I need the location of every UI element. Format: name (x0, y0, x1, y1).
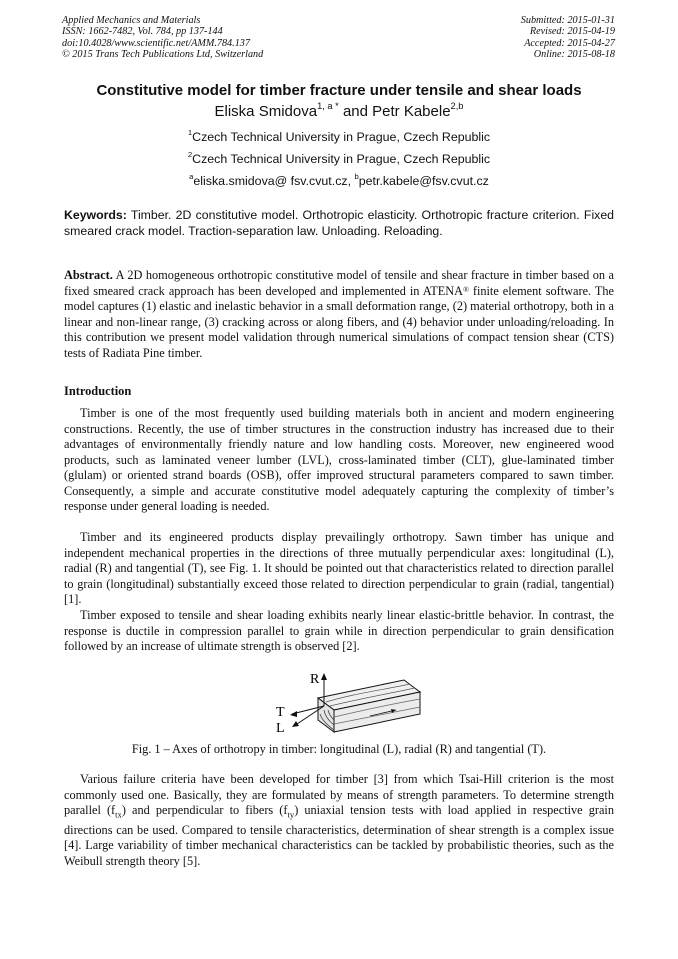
p4-sub-ty: ty (287, 809, 295, 820)
p4-sub-tx: tx (115, 809, 122, 820)
revised-date: Revised: 2015-04-19 (529, 26, 615, 38)
timber-block-diagram (272, 670, 422, 736)
keywords-label: Keywords: (64, 208, 127, 222)
author-conjunction: and (338, 103, 373, 120)
intro-paragraph-2: Timber and its engineered products display prevailingly orthotropy. Sawn timber has unique and independent mechanical properties in the directions of three mutually perpendicular axes: longitudinal (L), radial (R) and tangential (T), see Fig. 1. It should be pointed out that characteristics related to direction parallel to grain (longitudinal) substantially exceed those related to direction perpendicular to grain (radial, tangential) [1]. (64, 530, 614, 606)
section-heading-introduction: Introduction (64, 384, 132, 398)
figure-1-caption: Fig. 1 – Axes of orthotropy in timber: longitudinal (L), radial (R) and tangential (T). (131, 742, 547, 756)
abstract-text-1: A 2D homogeneous orthotropic constitutive model of tensile and shear fracture in timber based on a fixed smeared crack approach has been developed and implemented in ATENA (64, 268, 614, 298)
accepted-date: Accepted: 2015-04-27 (524, 37, 615, 49)
p4-text-a: Various failure criteria have been developed for timber [3] from which Tsai-Hill criterion is the most commonly used one. Basically, they are formulated by means of strength parameters. To determine strength parallel (f (64, 772, 614, 817)
author-line (0, 103, 678, 120)
journal-name: Applied Mechanics and Materials (62, 15, 201, 26)
registered-mark: ® (463, 284, 469, 294)
affiliation-2 (0, 152, 678, 166)
keywords-text: Timber. 2D constitutive model. Orthotropic elasticity. Orthotropic fracture criterion. Fixed smeared crack model. Traction-separation law. Unloading. Reloading. (64, 208, 614, 238)
axis-l-head (292, 721, 299, 727)
copyright-line: © 2015 Trans Tech Publications Ltd, Switzerland (62, 49, 264, 61)
abstract-label: Abstract. (64, 268, 113, 282)
intro-paragraph-3: Timber exposed to tensile and shear loading exhibits nearly linear elastic-brittle behavior. In contrast, the response is ductile in compression parallel to grain while in direction perpendicular to grain densification followed by an increase of ultimate strength is observed [2]. (64, 608, 614, 653)
affiliation-1 (0, 130, 678, 144)
journal-header-right (521, 15, 615, 61)
intro-paragraph-4 (64, 772, 614, 869)
email-b-sup: b (354, 172, 359, 181)
email-a: eliska.smidova@ fsv.cvut.cz, (193, 174, 355, 188)
keywords (64, 207, 614, 239)
email-a-sup: a (189, 172, 194, 181)
doi-line: doi:10.4028/www.scientific.net/AMM.784.137 (62, 37, 250, 49)
axis-r-head (321, 673, 327, 680)
author-1-sup: 1, a * (317, 101, 339, 111)
affiliation-2-sup: 2 (187, 150, 193, 159)
axis-label-t: T (276, 705, 285, 720)
paper-title: Constitutive model for timber fracture under tensile and shear loads (96, 82, 582, 99)
affiliation-2-text: Czech Technical University in Prague, Czech Republic (192, 152, 491, 166)
journal-header-left (62, 15, 263, 61)
axis-t-head (290, 711, 297, 717)
p4-text-b: ) and perpendicular to fibers (f (121, 803, 288, 817)
axis-label-l: L (276, 721, 285, 736)
intro-paragraph-1: Timber is one of the most frequently used building materials both in ancient and modern engineering constructions. Recently, the use of timber structures in the construction industry has increased due to their advantages of environmentally friendly nature and low handling costs. Moreover, new engineered wood products, such as laminated veneer lumber (LVL), cross-laminated timber (CLT), glue-laminated timber (glulam) or oriented strand boards (OSB), offer improved structural parameters compared to sawn timber. Consequently, a simple and accurate constitutive model adequately capturing the complexity of timber’s response under general loading is needed. (64, 406, 614, 513)
author-2: Petr Kabele (372, 103, 451, 120)
author-1: Eliska Smidova (214, 103, 318, 120)
affiliation-1-text: Czech Technical University in Prague, Czech Republic (192, 130, 491, 144)
online-date: Online: 2015-08-18 (533, 49, 615, 61)
abstract-text-2: finite element software. The model captures (1) elastic and inelastic behavior in a small deformation range, (2) material orthotropy, both in a linear and non-linear range, (3) cracking across or along fibers, and (4) behavior under unloading/reloading. In this contribution we present model validation through numerical simulations of compact tension shear (CTS) tests of Radiata Pine timber. (64, 283, 614, 360)
issn-line: ISSN: 1662-7482, Vol. 784, pp 137-144 (62, 26, 223, 38)
email-b: petr.kabele@fsv.cvut.cz (358, 174, 489, 188)
submitted-date: Submitted: 2015-01-31 (520, 15, 615, 26)
author-2-sup: 2,b (450, 101, 464, 111)
p4-text-c: ) uniaxial tension tests with load applied in respective grain directions can be used. Compared to tensile characteristics, determination of shear strength is a complex issue [4]. Large variability of timber mechanical characteristics can be tackled by probabilistic theories, such as the Weibull strength theory [5]. (64, 803, 614, 868)
axis-label-r: R (310, 672, 320, 687)
email-line (0, 174, 678, 188)
abstract (64, 268, 614, 361)
affiliation-1-sup: 1 (187, 128, 193, 137)
figure-1 (272, 670, 422, 736)
